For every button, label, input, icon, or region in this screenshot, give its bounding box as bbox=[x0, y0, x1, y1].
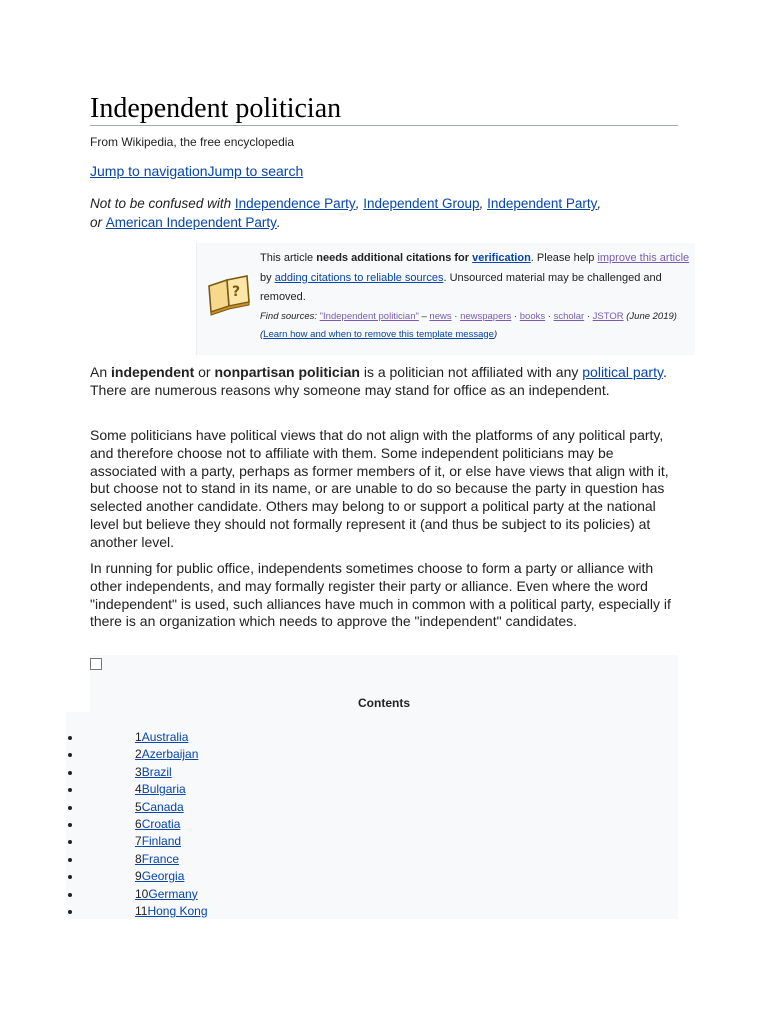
find-sources-label: Find sources: bbox=[260, 311, 320, 322]
learn-remove-template-link[interactable]: Learn how and when to remove this template message bbox=[263, 328, 494, 340]
jump-to-navigation-link[interactable]: Jump to navigation bbox=[90, 163, 208, 179]
toc-title: Contents bbox=[358, 696, 410, 710]
toc-number: 8 bbox=[135, 851, 142, 866]
bullet-icon bbox=[68, 771, 72, 775]
toc-item[interactable] bbox=[0, 781, 700, 798]
toc-notch bbox=[66, 655, 90, 712]
toc-item[interactable] bbox=[0, 868, 700, 885]
hatnote-separator: , bbox=[355, 196, 364, 211]
toc-item[interactable] bbox=[0, 799, 700, 816]
source-news-link[interactable]: news bbox=[429, 311, 452, 322]
verification-link[interactable]: verification bbox=[472, 252, 531, 264]
toc-number: 1 bbox=[135, 730, 142, 744]
intro-paragraph bbox=[90, 364, 680, 400]
notice-emphasis: needs additional citations for bbox=[316, 252, 473, 264]
toc-label: Azerbaijan bbox=[141, 747, 199, 762]
book-question-icon bbox=[205, 272, 253, 316]
bold-term-nonpartisan: nonpartisan politician bbox=[214, 364, 360, 380]
notice-text: This article bbox=[260, 252, 317, 264]
bullet-icon bbox=[68, 840, 72, 844]
toc-link[interactable] bbox=[135, 886, 198, 903]
toc-item[interactable] bbox=[0, 886, 700, 903]
toc-item[interactable] bbox=[0, 903, 700, 920]
adding-citations-link[interactable]: adding citations to reliable sources bbox=[274, 271, 444, 284]
toc-label: Brazil bbox=[141, 764, 172, 779]
hatnote-end: . bbox=[276, 215, 281, 230]
dash: – bbox=[418, 311, 430, 322]
toc-link[interactable] bbox=[135, 868, 184, 885]
toc-number: 6 bbox=[135, 816, 142, 831]
toc-link[interactable] bbox=[135, 729, 188, 746]
bullet-icon bbox=[68, 823, 72, 827]
jump-links bbox=[90, 163, 303, 179]
source-newspapers-link[interactable]: newspapers bbox=[460, 311, 512, 322]
bold-term-independent: independent bbox=[111, 364, 195, 380]
svg-text:?: ? bbox=[232, 284, 241, 300]
bullet-icon bbox=[68, 736, 72, 740]
bullet-icon bbox=[68, 753, 72, 757]
bullet-icon bbox=[68, 806, 72, 810]
toc-link[interactable] bbox=[135, 903, 208, 920]
toc-item[interactable] bbox=[0, 746, 700, 763]
dot-separator: · bbox=[584, 311, 593, 322]
bullet-icon bbox=[68, 893, 72, 897]
toc-link[interactable] bbox=[135, 764, 172, 781]
toc-number: 9 bbox=[135, 869, 142, 884]
find-query-link[interactable]: "Independent politician" bbox=[319, 311, 419, 322]
bullet-icon bbox=[68, 910, 72, 914]
toc-item[interactable] bbox=[0, 833, 700, 850]
notice-date: (June 2019) bbox=[623, 311, 677, 322]
hatnote-separator: , bbox=[479, 196, 488, 211]
toc-number: 4 bbox=[135, 782, 142, 797]
improve-article-link[interactable]: improve this article bbox=[597, 252, 690, 264]
hatnote-link-independent-group[interactable]: Independent Group bbox=[363, 196, 480, 211]
toc-number: 5 bbox=[135, 799, 142, 814]
hatnote-separator: , bbox=[597, 196, 602, 211]
toc-number: 7 bbox=[135, 834, 142, 849]
toc-label: Hong Kong bbox=[147, 903, 208, 918]
toc-label: Finland bbox=[141, 834, 182, 849]
toc-item[interactable] bbox=[0, 816, 700, 833]
title-divider bbox=[90, 125, 678, 126]
toc-link[interactable] bbox=[135, 851, 179, 868]
hatnote-link-independence-party[interactable]: Independence Party bbox=[234, 196, 356, 211]
toc-link[interactable] bbox=[135, 816, 180, 833]
hatnote-or: or bbox=[90, 215, 106, 230]
dot-separator: · bbox=[545, 311, 554, 322]
toc-link[interactable] bbox=[135, 833, 181, 850]
toc-toggle-checkbox[interactable] bbox=[90, 658, 102, 670]
bullet-icon bbox=[68, 788, 72, 792]
notice-text: by bbox=[260, 271, 275, 284]
notice-text: . Unsourced material may be challenged and removed. bbox=[260, 271, 662, 303]
bullet-icon bbox=[68, 875, 72, 879]
source-scholar-link[interactable]: scholar bbox=[553, 311, 585, 322]
hatnote bbox=[90, 194, 680, 232]
toc-number: 3 bbox=[135, 764, 142, 779]
toc-link[interactable] bbox=[135, 781, 186, 798]
notice-text: . Please help bbox=[530, 252, 598, 264]
body-paragraph-3: In running for public office, independents sometimes choose to form a party or alliance with other independents, and may formally register their party or alliance. Even where the word "independent" is used, such alliances have much in common with a political party, especially if there is an organization which needs to approve the "independent" candidates. bbox=[90, 560, 671, 630]
source-jstor-link[interactable]: JSTOR bbox=[592, 311, 624, 322]
para-text: is a politician not affiliated with any bbox=[359, 364, 583, 380]
toc-label: Germany bbox=[148, 886, 198, 901]
site-tagline: From Wikipedia, the free encyclopedia bbox=[90, 135, 295, 149]
para-text: An bbox=[90, 364, 112, 380]
jump-to-search-link[interactable]: Jump to search bbox=[207, 163, 304, 179]
toc-label: Canada bbox=[141, 799, 184, 814]
para-text: . There are numerous reasons why someone may stand for office as an independent. bbox=[90, 364, 667, 398]
toc-item[interactable] bbox=[0, 764, 700, 781]
political-party-link[interactable]: political party bbox=[582, 364, 663, 380]
toc-label: Australia bbox=[141, 730, 189, 744]
toc-number: 2 bbox=[135, 747, 142, 762]
toc-label: France bbox=[141, 851, 180, 866]
toc-number: 11 bbox=[135, 903, 148, 918]
hatnote-link-american-independent-party[interactable]: American Independent Party bbox=[105, 215, 277, 230]
citation-notice-text bbox=[260, 249, 690, 308]
toc-link[interactable] bbox=[135, 746, 198, 763]
hatnote-link-independent-party[interactable]: Independent Party bbox=[487, 196, 598, 211]
toc-link[interactable] bbox=[135, 799, 184, 816]
find-sources-line: Find sources: "Independent politician" – news · newspapers · books · scholar · JSTOR (June 2019) (Learn how and when to remove this template message) bbox=[260, 311, 677, 340]
body-paragraph-2: Some politicians have political views that do not align with the platforms of any political party, and therefore choose not to affiliate with them. Some independent politicians may be associated with a party, perhaps as former members of it, or else have views that align with it, but choose not to stand in its name, or are unable to do so because the party in question has selected another candidate. Others may belong to or support a political party at the national level but believe they should not formally represent it (and thus be subject to its policies) at another level. bbox=[90, 427, 669, 550]
dot-separator: · bbox=[451, 311, 461, 322]
source-books-link[interactable]: books bbox=[519, 311, 546, 322]
toc-label: Bulgaria bbox=[141, 782, 186, 797]
para-text: or bbox=[194, 364, 215, 380]
page-title: Independent politician bbox=[90, 93, 342, 124]
toc-list bbox=[0, 729, 700, 920]
toc-item[interactable] bbox=[0, 851, 700, 868]
toc-label: Croatia bbox=[141, 816, 181, 831]
toc-item[interactable] bbox=[0, 729, 700, 746]
toc-label: Georgia bbox=[141, 869, 185, 884]
toc-number: 10 bbox=[135, 886, 149, 901]
hatnote-prefix: Not to be confused with bbox=[90, 196, 235, 211]
dot-separator: · bbox=[511, 311, 520, 322]
bullet-icon bbox=[68, 858, 72, 862]
